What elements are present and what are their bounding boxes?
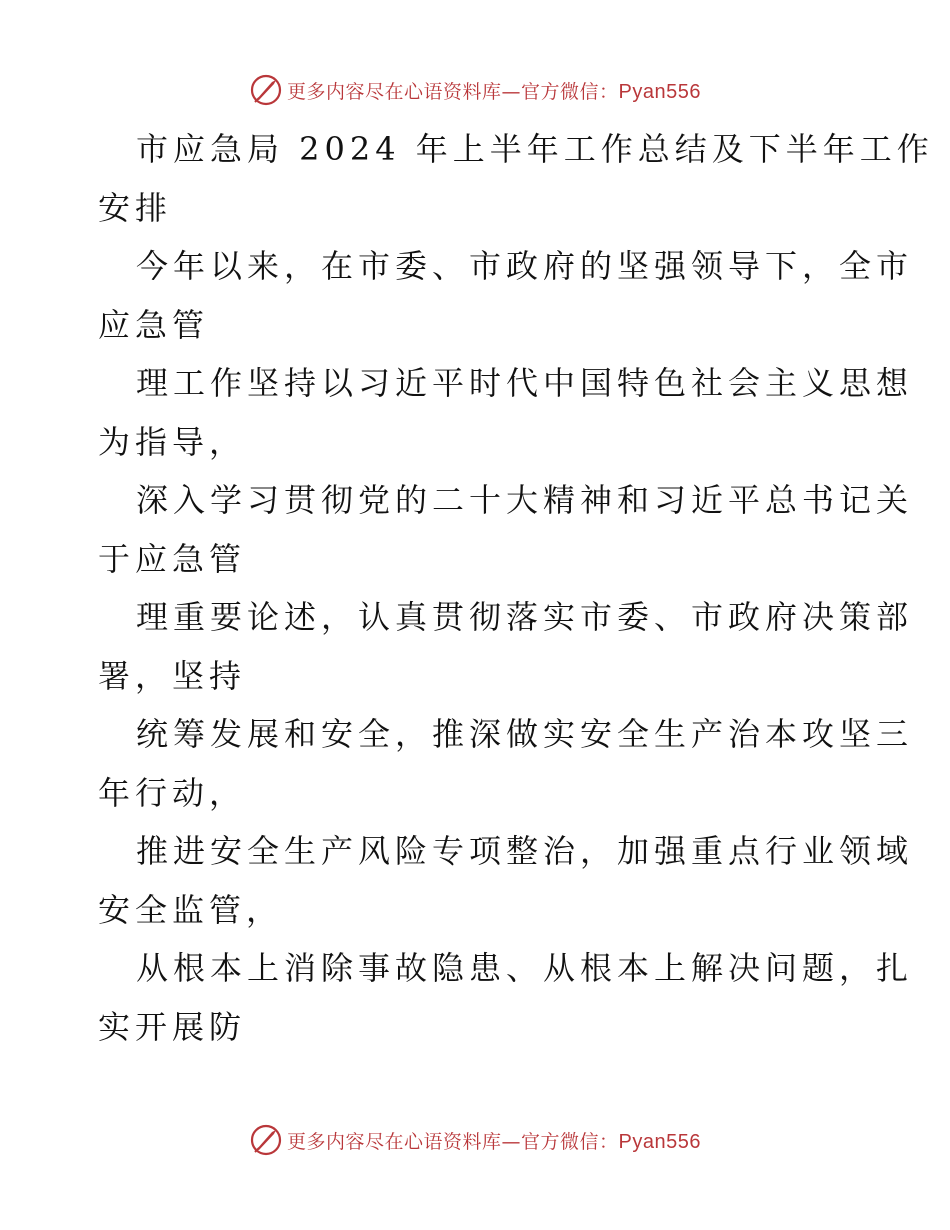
document-line: 推进安全生产风险专项整治，加强重点行业领域 xyxy=(136,832,914,870)
document-line: 深入学习贯彻党的二十大精神和习近平总书记关 xyxy=(136,481,914,519)
watermark-brand: 更多内容尽在心语资料库 xyxy=(287,1130,502,1153)
watermark-wechat-label: 官方微信： xyxy=(521,1130,619,1153)
document-line: 今年以来，在市委、市政府的坚强领导下，全市 xyxy=(136,247,914,285)
watermark-wechat-id: Pyan556 xyxy=(618,1130,701,1153)
watermark-brand: 更多内容尽在心语资料库 xyxy=(287,80,502,103)
quill-pen-logo-icon xyxy=(249,73,283,107)
header-watermark xyxy=(0,72,950,108)
document-line: 实开展防 xyxy=(98,1007,247,1046)
document-line: 为指导， xyxy=(98,422,247,461)
document-body xyxy=(98,120,934,1056)
document-line: 统筹发展和安全，推深做实安全生产治本攻坚三 xyxy=(136,715,914,753)
document-line: 年行动， xyxy=(98,773,247,812)
watermark-wechat-id: Pyan556 xyxy=(618,80,701,103)
watermark-text xyxy=(287,1127,701,1154)
document-line: 理工作坚持以习近平时代中国特色社会主义思想 xyxy=(136,364,914,402)
document-line: 于应急管 xyxy=(98,539,247,578)
quill-pen-logo-icon xyxy=(249,1123,283,1157)
watermark-separator: — xyxy=(501,80,522,103)
document-line: 市应急局 2024 年上半年工作总结及下半年工作 xyxy=(136,130,934,168)
watermark-wechat-label: 官方微信： xyxy=(521,80,619,103)
watermark-separator: — xyxy=(501,1130,522,1153)
document-line: 安全监管， xyxy=(98,890,284,929)
footer-watermark xyxy=(0,1122,950,1158)
document-line: 应急管 xyxy=(98,305,210,344)
document-line: 理重要论述，认真贯彻落实市委、市政府决策部 xyxy=(136,598,914,636)
document-line: 安排 xyxy=(98,188,173,227)
watermark-text xyxy=(287,77,701,104)
document-line: 从根本上消除事故隐患、从根本上解决问题，扎 xyxy=(136,949,914,987)
document-line: 署，坚持 xyxy=(98,656,247,695)
